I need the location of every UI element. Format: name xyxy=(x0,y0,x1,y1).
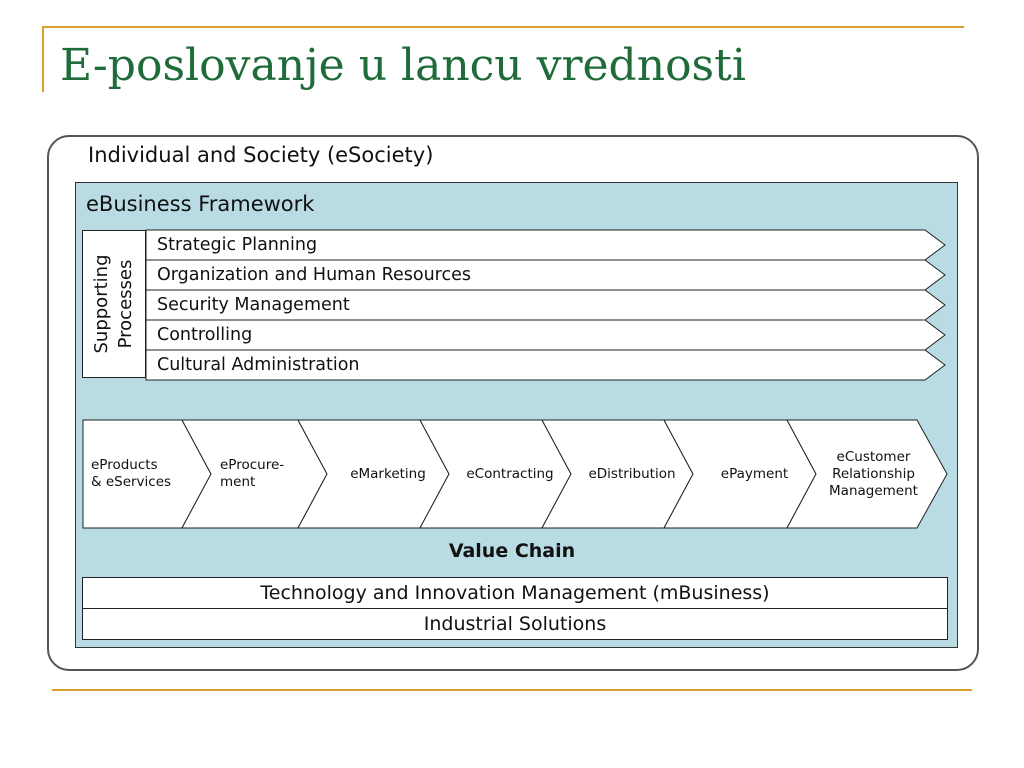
process-label-strategic-planning: Strategic Planning xyxy=(157,235,318,255)
footer-accent-line xyxy=(52,689,972,691)
ebusiness-framework-title: eBusiness Framework xyxy=(86,192,315,216)
industrial-solutions-bar: Industrial Solutions xyxy=(82,608,948,640)
value-chain-label-eprocurement xyxy=(220,457,284,491)
slide-title: E-poslovanje u lancu vrednosti xyxy=(60,40,746,91)
value-chain-label-epayment: ePayment xyxy=(720,466,789,482)
process-label-security-management: Security Management xyxy=(157,295,350,315)
value-chain-ecrm-line-1: eCustomer xyxy=(836,449,911,465)
value-chain-label-ecrm xyxy=(816,449,931,500)
value-chain-eproducts-line-1: eProducts xyxy=(91,457,158,473)
supporting-label-line-2: Processes xyxy=(115,259,136,349)
value-chain-label-emarketing: eMarketing xyxy=(350,466,426,482)
process-label-cultural-administration: Cultural Administration xyxy=(157,355,360,375)
process-arrow-controlling xyxy=(146,320,945,350)
process-label-controlling: Controlling xyxy=(157,325,253,345)
value-chain-label-eproducts xyxy=(91,457,171,491)
value-chain-ecrm-line-2: Relationship xyxy=(832,466,915,482)
value-chain-ecrm-line-3: Management xyxy=(829,483,918,499)
value-chain-eprocurement-line-1: eProcure- xyxy=(220,457,285,473)
value-chain-caption: Value Chain xyxy=(448,540,576,562)
value-chain-eproducts-line-2: & eServices xyxy=(91,474,172,490)
process-label-organization-hr: Organization and Human Resources xyxy=(157,265,471,285)
esociety-title: Individual and Society (eSociety) xyxy=(88,143,434,167)
technology-innovation-bar: Technology and Innovation Management (mBusiness) xyxy=(82,577,948,609)
supporting-label-line-1: Supporting xyxy=(91,254,112,354)
value-chain-label-econtracting: eContracting xyxy=(466,466,554,482)
value-chain-label-edistribution: eDistribution xyxy=(588,466,676,482)
value-chain-eprocurement-line-2: ment xyxy=(220,474,256,490)
